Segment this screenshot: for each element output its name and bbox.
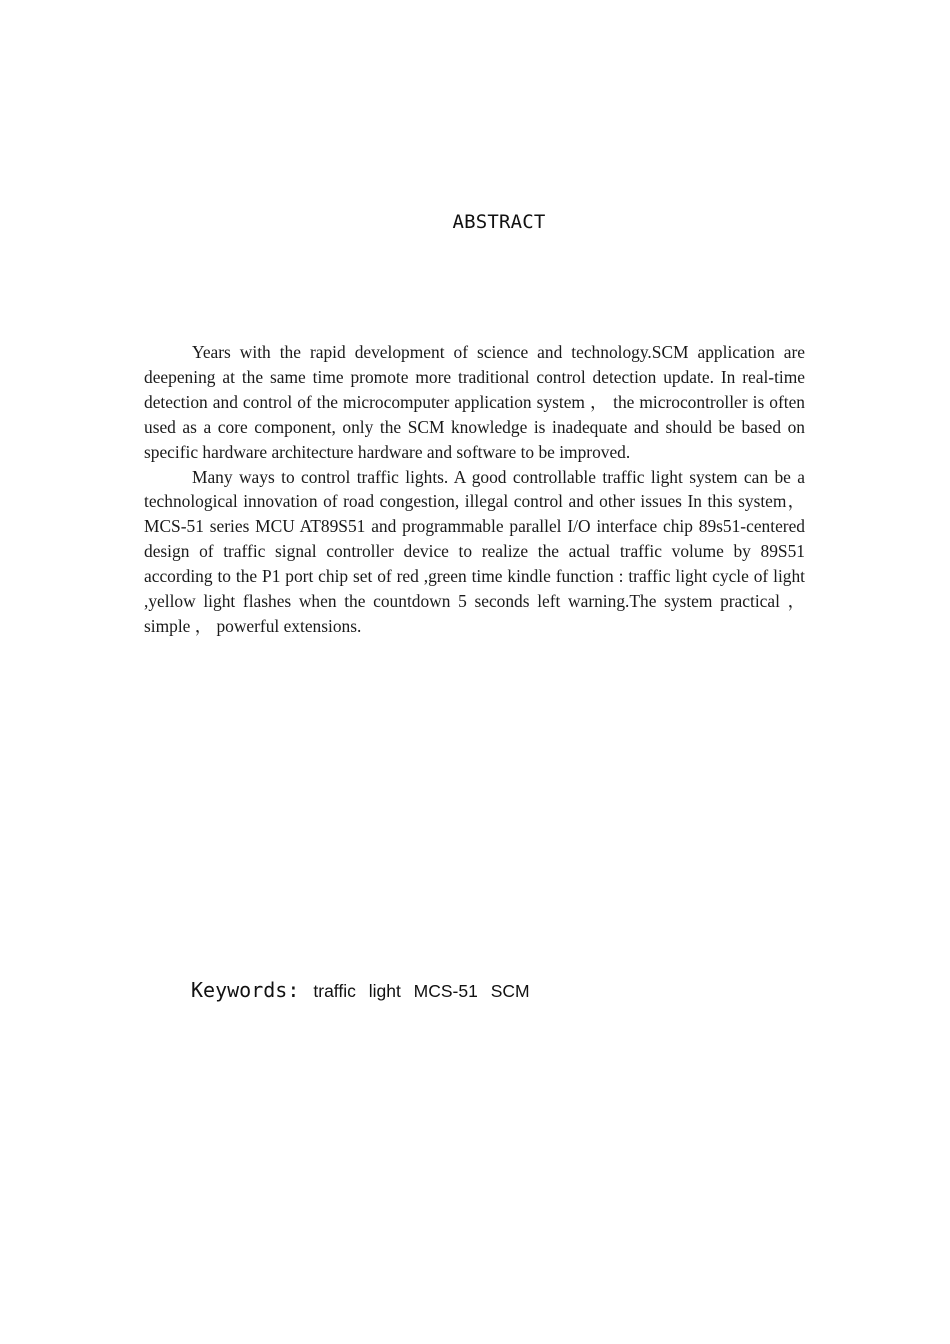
keywords-value: traffic light MCS-51 SCM <box>313 981 530 1001</box>
keywords-line <box>191 978 530 1002</box>
abstract-paragraph-1: Years with the rapid development of science and technology.SCM application are deepening at the same time promote more traditional control detection update. In real-time detection and control of the microcomputer application system ， the microcontroller is often used as a core component, only the SCM knowledge is inadequate and should be based on specific hardware architecture hardware and software to be improved. <box>144 342 805 462</box>
abstract-title: ABSTRACT <box>452 211 546 233</box>
abstract-paragraph-2: Many ways to control traffic lights. A good controllable traffic light system can be a technological innovation of road congestion, illegal control and other issues In this system，MCS-51 series MCU AT89S51 and programmable parallel I/O interface chip 89s51-centered design of traffic signal controller device to realize the actual traffic volume by 89S51 according to the P1 port chip set of red ,green time kindle function : traffic light cycle of light ,yellow light flashes when the countdown 5 seconds left warning.The system practical ， simple ， powerful extensions. <box>144 466 805 636</box>
keywords-label: Keywords: <box>191 978 300 1002</box>
abstract-body <box>144 340 805 639</box>
